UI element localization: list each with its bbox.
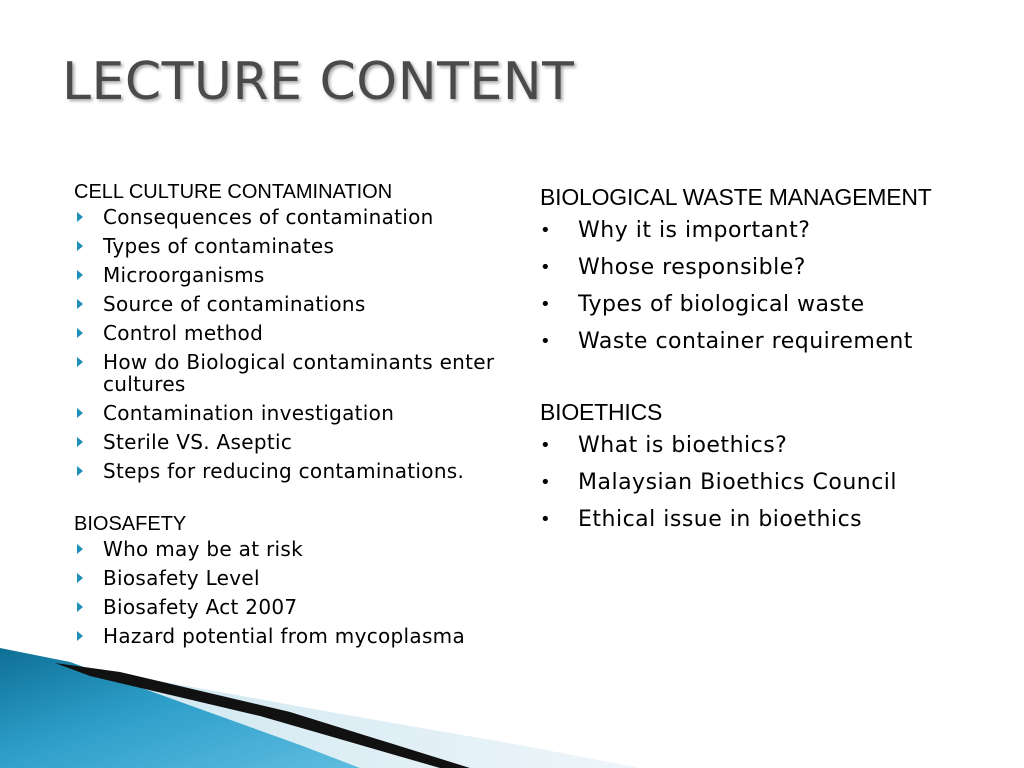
list-item — [74, 402, 514, 424]
list-item-text: Malaysian Bioethics Council — [578, 470, 898, 495]
triangle-bullet-icon — [77, 573, 83, 583]
list-item-text: Waste container requirement — [578, 329, 913, 354]
section-heading-cell-culture: CELL CULTURE CONTAMINATION — [74, 181, 393, 203]
list-item-text: Contamination investigation — [103, 401, 395, 425]
triangle-bullet-icon — [77, 241, 83, 251]
pale-blue-wave-shape — [0, 650, 640, 768]
list-item-text: Types of contaminates — [103, 234, 335, 258]
dot-bullet-icon: • — [540, 257, 552, 278]
list-item-text: Source of contaminations — [103, 292, 366, 316]
list-item — [74, 293, 514, 315]
triangle-bullet-icon — [77, 602, 83, 612]
list-item-text: Ethical issue in bioethics — [578, 507, 863, 532]
dot-bullet-icon: • — [540, 472, 552, 493]
triangle-bullet-icon — [77, 408, 83, 418]
dot-bullet-icon: • — [540, 294, 552, 315]
list-item-text: Types of biological waste — [578, 292, 865, 317]
list-item-text: Biosafety Level — [103, 566, 260, 590]
list-item — [540, 292, 1010, 318]
triangle-bullet-icon — [77, 270, 83, 280]
blue-wave-shape — [0, 648, 360, 768]
waste-management-list — [540, 218, 1010, 355]
list-item — [74, 431, 514, 453]
list-item-text: Steps for reducing contaminations. — [103, 459, 465, 483]
triangle-bullet-icon — [77, 466, 83, 476]
triangle-bullet-icon — [77, 437, 83, 447]
list-item-text: Consequences of contamination — [103, 205, 434, 229]
list-item — [74, 235, 514, 257]
right-column — [540, 182, 1010, 544]
triangle-bullet-icon — [77, 357, 83, 367]
list-item-text: How do Biological contaminants enter cultures — [103, 350, 495, 396]
section-heading-biosafety: BIOSAFETY — [74, 513, 187, 535]
dot-bullet-icon: • — [540, 509, 552, 530]
list-item-text: Control method — [103, 321, 264, 345]
list-item-text: Why it is important? — [578, 218, 811, 243]
cell-culture-list — [74, 206, 514, 482]
list-item — [74, 206, 514, 228]
list-item — [74, 625, 514, 647]
dot-bullet-icon: • — [540, 331, 552, 352]
section-heading-bioethics: BIOETHICS — [540, 399, 663, 425]
biosafety-list — [74, 538, 514, 647]
list-item-text: Hazard potential from mycoplasma — [103, 624, 466, 648]
dot-bullet-icon: • — [540, 220, 552, 241]
left-column — [74, 178, 514, 654]
list-item-text: Biosafety Act 2007 — [103, 595, 298, 619]
list-item — [540, 218, 1010, 244]
triangle-bullet-icon — [77, 544, 83, 554]
bioethics-list — [540, 433, 1010, 533]
list-item — [74, 351, 514, 395]
dot-bullet-icon: • — [540, 435, 552, 456]
list-item — [74, 460, 514, 482]
list-item — [540, 255, 1010, 281]
list-item — [74, 264, 514, 286]
list-item-text: What is bioethics? — [578, 433, 788, 458]
section-heading-waste-management: BIOLOGICAL WASTE MANAGEMENT — [540, 184, 932, 210]
list-item — [540, 470, 1010, 496]
triangle-bullet-icon — [77, 328, 83, 338]
triangle-bullet-icon — [77, 212, 83, 222]
list-item-text: Sterile VS. Aseptic — [103, 430, 293, 454]
list-item — [74, 596, 514, 618]
triangle-bullet-icon — [77, 299, 83, 309]
list-item-text: Who may be at risk — [103, 537, 303, 561]
slide-title: LECTURE CONTENT — [62, 52, 575, 112]
list-item — [74, 567, 514, 589]
list-item-text: Whose responsible? — [578, 255, 806, 280]
triangle-bullet-icon — [77, 631, 83, 641]
list-item — [540, 329, 1010, 355]
list-item — [540, 433, 1010, 459]
black-stripe-shape — [55, 663, 470, 768]
list-item — [540, 507, 1010, 533]
list-item-text: Microorganisms — [103, 263, 265, 287]
list-item — [74, 322, 514, 344]
list-item — [74, 538, 514, 560]
